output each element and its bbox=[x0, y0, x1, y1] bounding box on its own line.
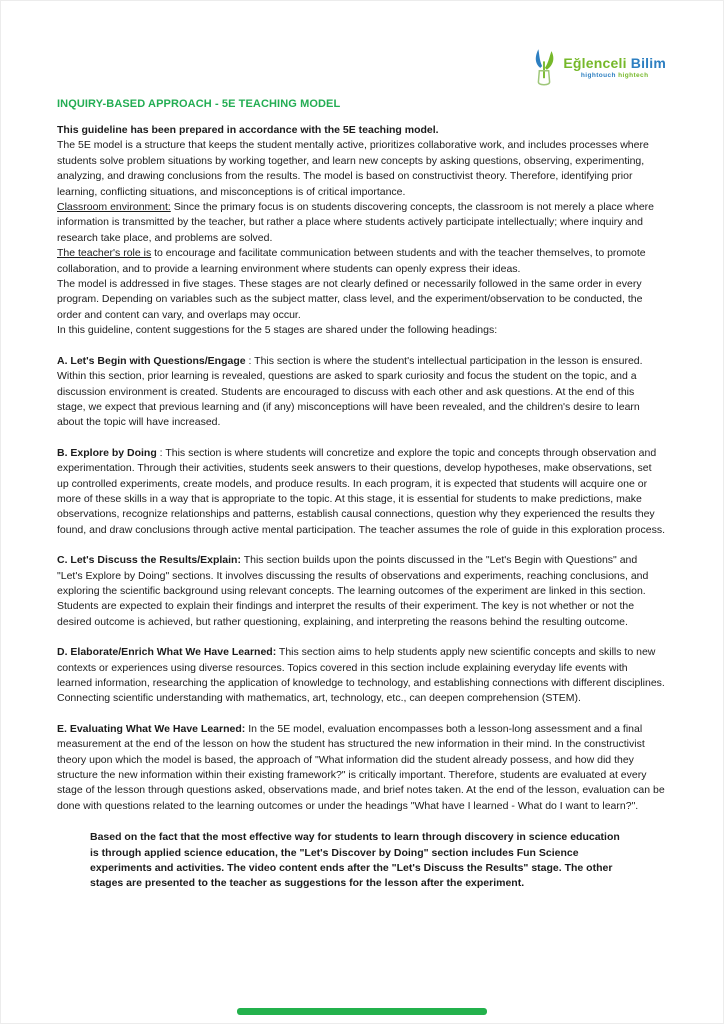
section-c-explain bbox=[57, 553, 665, 630]
brand-logo bbox=[530, 48, 666, 86]
closing-note: Based on the fact that the most effective way for students to learn through discovery in science education is through applied science education, the "Let's Discover by Doing" section includes Fun Science experiments and activities. The video content ends after the "Let's Discuss the Results" stage. The other stages are presented to the teacher as suggestions for the lesson after the experiment. bbox=[90, 831, 620, 890]
section-a-heading: A. Let's Begin with Questions/Engage bbox=[57, 354, 246, 367]
brand-name bbox=[563, 56, 666, 71]
intro-paragraph-five-stages: The model is addressed in five stages. These stages are not clearly defined or necessarily followed in the same order in every program. Depending on variables such as the subject matter, class level, and the experiment/observation to be conducted, the order and content can vary, and overlaps may occur. bbox=[57, 278, 643, 321]
section-a-body: : This section is where the student's intellectual participation in the lesson is ensured. Within this section, prior learning is revealed, questions are asked to spark curiosity and focus the student on the topic, and a discussion environment is created. Students are encouraged to discuss with each other and ask questions. At the end of this stage, we expect that previous learning and (if any) misconceptions will have been revealed, and the children's desire to learn about the topic will have increased. bbox=[57, 354, 643, 429]
document-body bbox=[57, 98, 665, 892]
section-c-body: This section builds upon the points discussed in the "Let's Begin with Questions" and "Let's Explore by Doing" sections. It involves discussing the results of observations and experiments, reaching conclusions, and exploring the scientific background using relevant concepts. The learning outcomes of the experiment are linked in this section. Students are expected to explain their findings and interpret the results of their experiment. The key is not whether or not the desired outcome is achieved, but rather questioning, explaining, and interpreting the reasons behind the resulting outcome. bbox=[57, 554, 649, 628]
tagline-word-hightech: hightech bbox=[618, 71, 649, 79]
intro-bold-line: This guideline has been prepared in accordance with the 5E teaching model. bbox=[57, 124, 439, 136]
teachers-role-text: to encourage and facilitate communication between students and with the teacher themselves, to promote collaboration, and to provide a learning environment where students can openly express their ideas. bbox=[57, 247, 646, 275]
section-b-explore bbox=[57, 446, 665, 538]
brand-word-eglenceli: Eğlenceli bbox=[563, 54, 627, 71]
section-d-heading: D. Elaborate/Enrich What We Have Learned: bbox=[57, 646, 277, 659]
section-e-body: In the 5E model, evaluation encompasses both a lesson-long assessment and a final measurement at the end of the lesson on how the student has structured the new information in their mind. In the constructivist theory upon which the model is based, the approach of "What information did the student already possess, and how did they structure the new information within their existing framework?" is critically important. Therefore, students are evaluated at every stage of the lesson through questions asked, observations made, and brief notes taken. At the end of the lesson, evaluation can be done with questions related to the learning outcomes or under the headings "What have I learned - What do I want to learn?". bbox=[57, 722, 665, 812]
brand-logo-icon bbox=[530, 48, 558, 86]
classroom-environment-text: Since the primary focus is on students discovering concepts, the classroom is not merely a place where information is transmitted by the teacher, but rather a place where students actively participate intellectually; where inquiry and research take place, and problems are solved. bbox=[57, 201, 655, 244]
section-e-heading: E. Evaluating What We Have Learned: bbox=[57, 722, 246, 735]
document-title: INQUIRY-BASED APPROACH - 5E TEACHING MODEL bbox=[57, 98, 341, 110]
section-c-heading: C. Let's Discuss the Results/Explain: bbox=[57, 554, 241, 567]
intro-paragraph-classroom-environment bbox=[57, 200, 665, 246]
tagline-word-hightouch: hightouch bbox=[580, 71, 616, 79]
section-a-engage bbox=[57, 354, 665, 431]
classroom-environment-label: Classroom environment: bbox=[57, 201, 171, 214]
section-e-evaluate bbox=[57, 722, 665, 814]
brand-tagline bbox=[581, 72, 649, 79]
section-d-elaborate bbox=[57, 645, 665, 707]
section-d-body: This section aims to help students apply new scientific concepts and skills to new contexts or experiences using diverse resources. Topics covered in this section include explaining everyday life events with learned information, researching the application of knowledge to technology, and establishing connections with different disciplines. Connecting scientific understanding with mathematics, art, technology, etc., can deepen comprehension (STEM). bbox=[57, 646, 665, 705]
intro-paragraph-teachers-role bbox=[57, 246, 665, 277]
brand-logo-text bbox=[563, 56, 666, 79]
teachers-role-label: The teacher's role is bbox=[57, 247, 152, 260]
section-b-heading: B. Explore by Doing bbox=[57, 446, 157, 459]
section-b-body: : This section is where students will concretize and explore the topic and concepts through observation and experimentation. Through their activities, students seek answers to their questions, develop hypotheses, make observations, set up controlled experiments, create models, and produce results. In each program, it is expected that students will acquire one or more of these skills in a way that is appropriate to the topic. At this stage, it is essential for students to make predictions, make observations, recognize relationships and patterns, establish causal connections, question why they experienced the results they found, and draw conclusions through active mental participation. The teacher assumes the role of guide in this exploration process. bbox=[57, 446, 665, 536]
footer-accent-bar bbox=[237, 1008, 487, 1015]
intro-paragraph-headings-note: In this guideline, content suggestions for the 5 stages are shared under the following headings: bbox=[57, 324, 498, 337]
intro-paragraph-model-overview: The 5E model is a structure that keeps the student mentally active, prioritizes collaborative work, and includes processes where students solve problem situations by working together, and learn new concepts by asking questions, observing, experimenting, analyzing, and drawing conclusions from the results. The model is based on constructivist theory. Therefore, identifying prior learning, conflicting situations, and misconceptions is of critical importance. bbox=[57, 139, 649, 198]
brand-word-bilim: Bilim bbox=[630, 54, 666, 71]
